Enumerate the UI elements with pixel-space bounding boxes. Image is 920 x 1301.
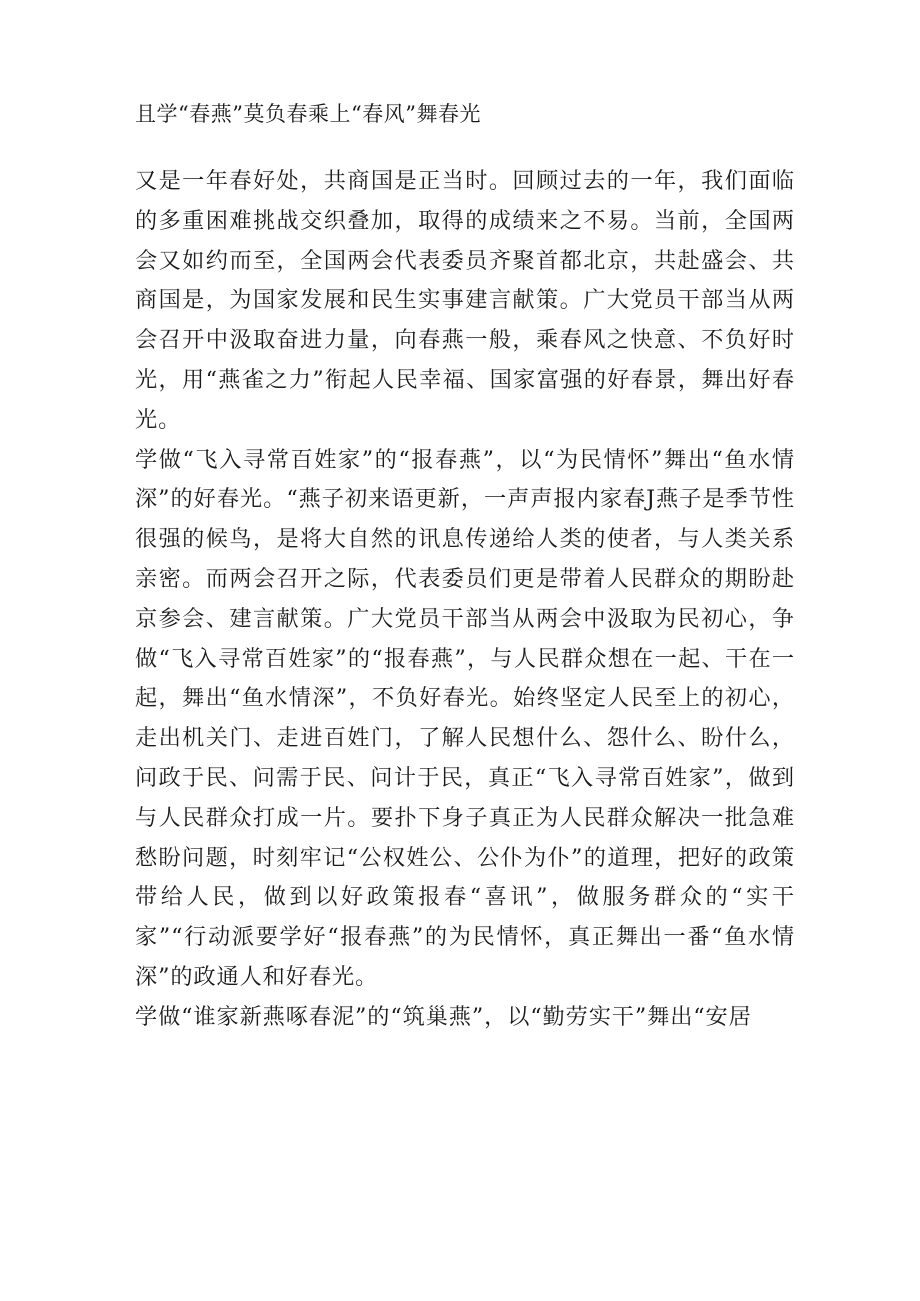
paragraph-intro: 又是一年春好处，共商国是正当时。回顾过去的一年，我们面临的多重困难挑战交织叠加，取得的成绩来之不易。当前，全国两会又如约而至，全国两会代表委员齐聚首都北京，共赴盛会、共商国是，为国家发展和民生实事建言献策。广大党员干部当从两会召开中汲取奋进力量，向春燕一般，乘春风之快意、不负好时光，用“燕雀之力”衔起人民幸福、国家富强的好春景，舞出好春光。 — [135, 168, 795, 433]
document-title: 且学“春燕”莫负春乘上“春风”舞春光 — [135, 102, 481, 126]
paragraph-zhu-chao-yan: 学做“谁家新燕啄春泥”的“筑巢燕”，以“勤劳实干”舞出“安居 — [135, 1003, 752, 1030]
document-body — [135, 162, 795, 1038]
paragraph-bao-chun-yan: 学做“飞入寻常百姓家”的“报春燕”，以“为民情怀”舞出“鱼水情深”的好春光。“燕子初来语更新，一声声报内家春J燕子是季节性很强的候鸟，是将大自然的讯息传递给人类的使者，与人类关系亲密。而两会召开之际，代表委员们更是带着人民群众的期盼赴京参会、建言献策。广大党员干部当从两会中汲取为民初心，争做“飞入寻常百姓家”的“报春燕”，与人民群众想在一起、干在一起，舞出“鱼水情深”，不负好春光。始终坚定人民至上的初心，走出机关门、走进百姓门，了解人民想什么、怨什么、盼什么，问政于民、问需于民、问计于民，真正“飞入寻常百姓家”，做到与人民群众打成一片。要扑下身子真正为人民群众解决一批急难愁盼问题，时刻牢记“公权姓公、公仆为仆”的道理，把好的政策带给人民，做到以好政策报春“喜讯”，做服务群众的“实干家”“行动派要学好“报春燕”的为民情怀，真正舞出一番“鱼水情深”的政通人和好春光。 — [135, 446, 795, 990]
